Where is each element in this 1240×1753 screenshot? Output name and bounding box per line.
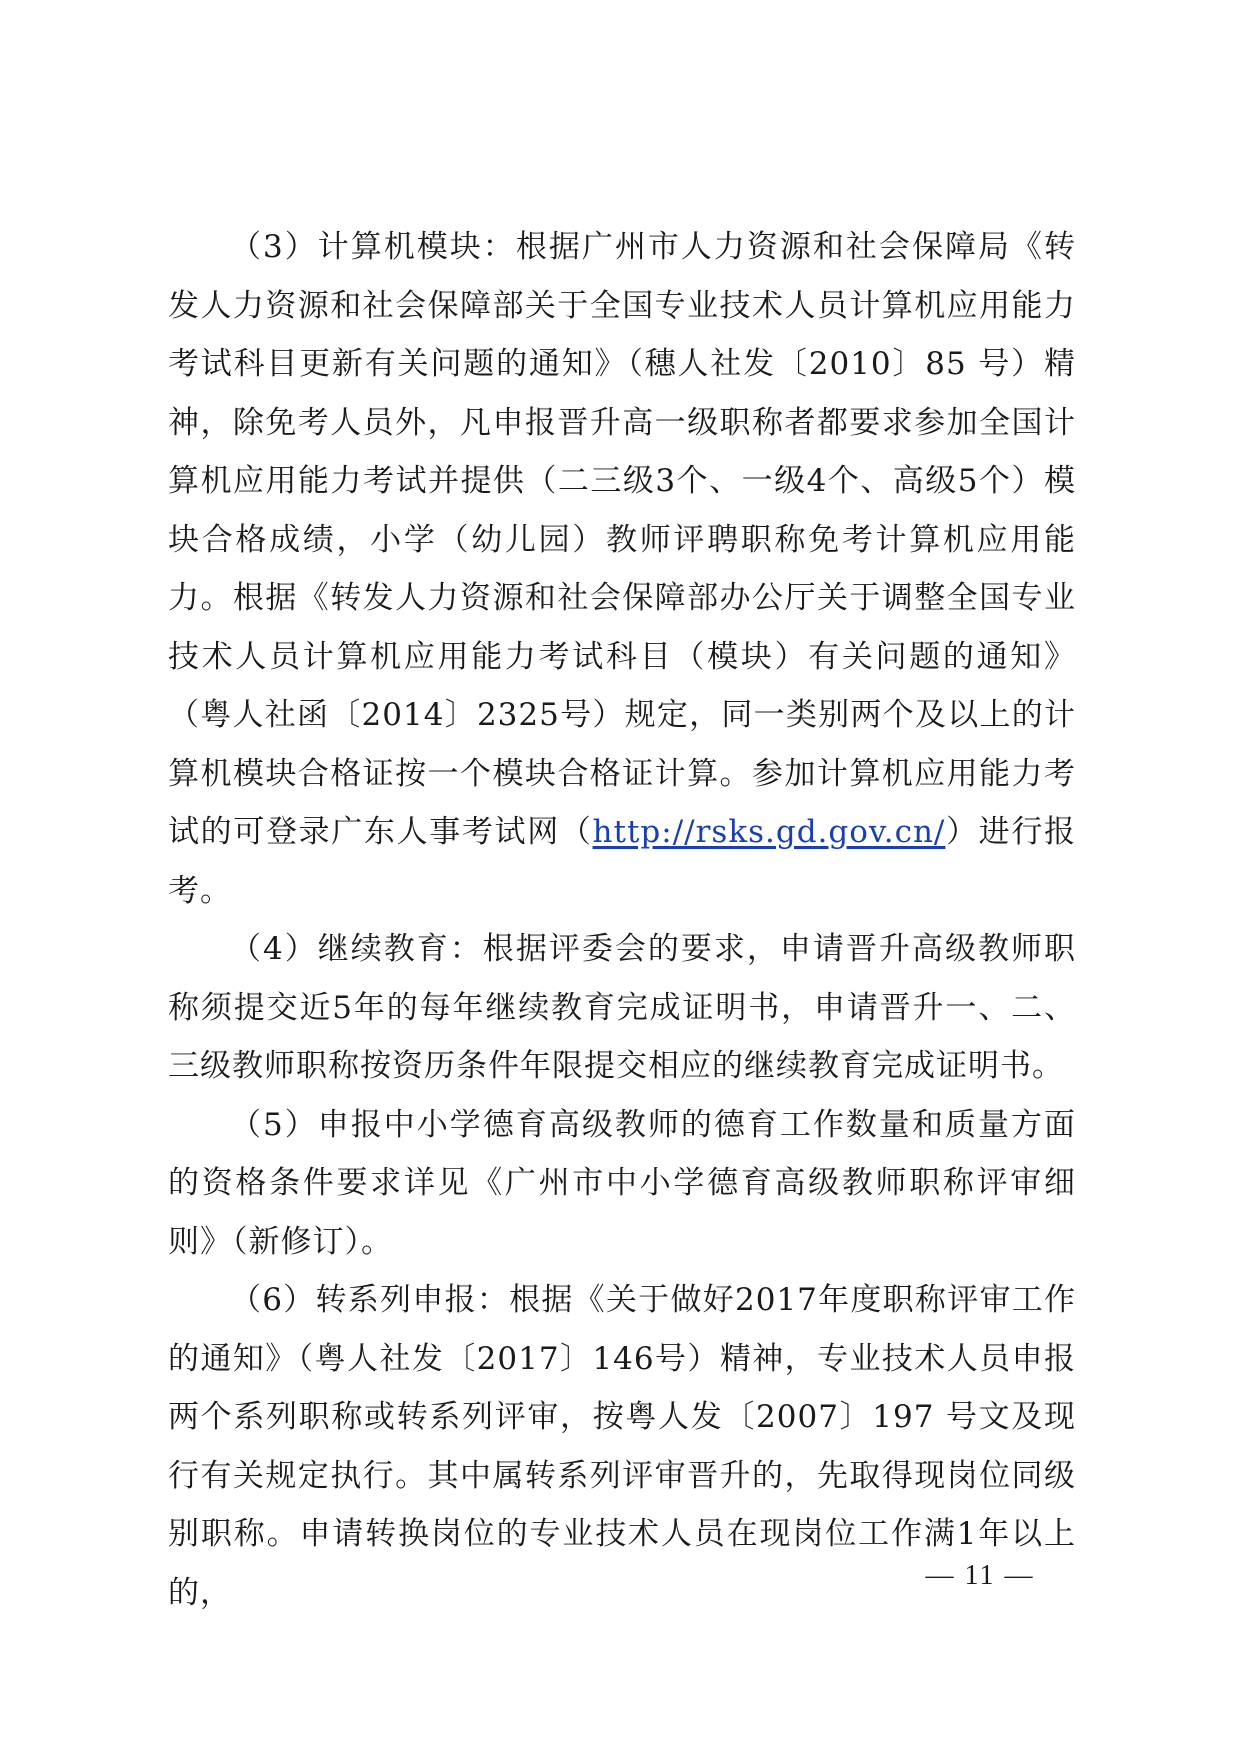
paragraph-computer-module-text: （3）计算机模块：根据广州市人力资源和社会保障局《转发人力资源和社会保障部关于全国专业技术人员计算机应用能力考试科目更新有关问题的通知》（穗人社发〔2010〕85 号）精神，除免考人员外，凡申报晋升高一级职称者都要求参加全国计算机应用能力考试并提供（二三级3个、一级4个、高级5个）模块合格成绩，小学（幼儿园）教师评聘职称免考计算机应用能力。根据《转发人力资源和社会保障部办公厅关于调整全国专业技术人员计算机应用能力考试科目（模块）有关问题的通知》（粤人社函〔2014〕2325号）规定，同一类别两个及以上的计算机模块合格证按一个模块合格证计算。参加计算机应用能力考试的可登录广东人事考试网（ — [168, 229, 1076, 850]
paragraph-moral-education: （5）申报中小学德育高级教师的德育工作数量和质量方面的资格条件要求详见《广州市中小学德育高级教师职称评审细则》（新修订）。 — [168, 1106, 1076, 1260]
paragraph-computer-module — [168, 218, 1076, 920]
paragraph-series-transfer: （6）转系列申报：根据《关于做好2017年度职称评审工作的通知》（粤人社发〔2017〕146号）精神，专业技术人员申报两个系列职称或转系列评审，按粤人发〔2007〕197 号文及现行有关规定执行。其中属转系列评审晋升的，先取得现岗位同级别职称。申请转换岗位的专业技术人员在现岗位工作满1年以上的， — [168, 1282, 1076, 1611]
paragraph-continuing-education: （4）继续教育：根据评委会的要求，申请晋升高级教师职称须提交近5年的每年继续教育完成证明书，申请晋升一、二、三级教师职称按资历条件年限提交相应的继续教育完成证明书。 — [168, 931, 1076, 1084]
document-body — [168, 218, 1076, 1622]
page-number: — 11 — — [925, 1560, 1035, 1591]
paragraph-computer-module-tail: ）进行报考。 — [168, 814, 1076, 909]
exam-website-link[interactable]: http://rsks.gd.gov.cn/ — [592, 814, 946, 850]
